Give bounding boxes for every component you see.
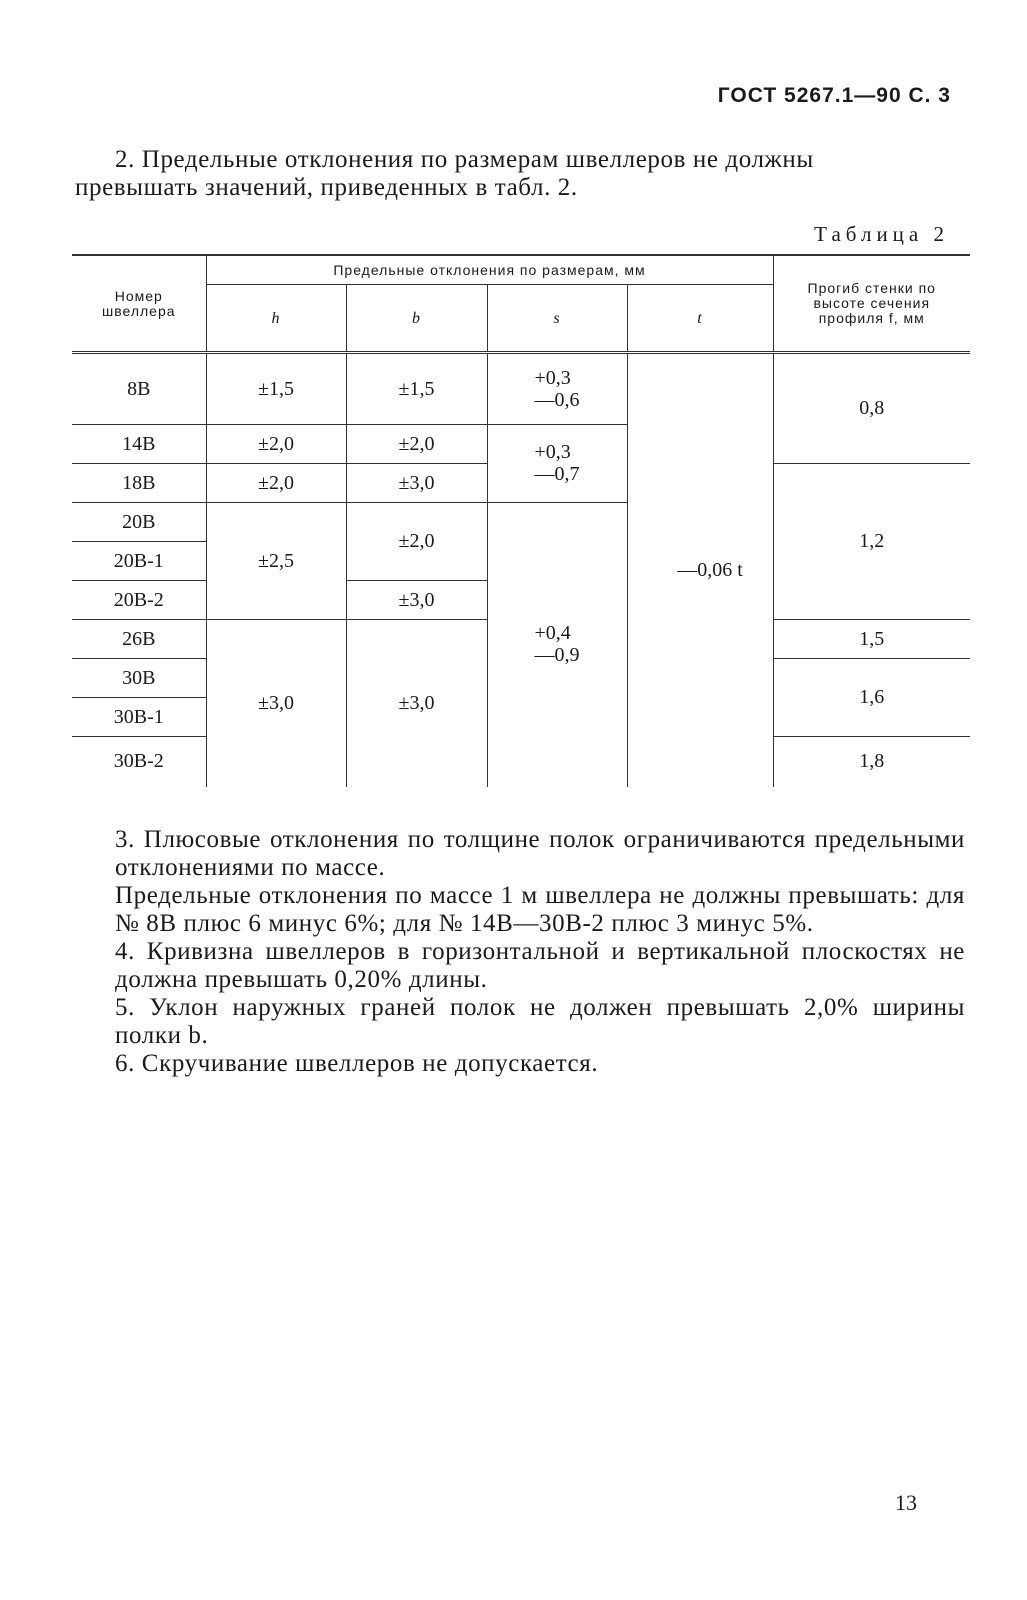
s-minus: —0,9: [534, 644, 580, 667]
table-row-number: 14В: [72, 425, 206, 464]
s-value: [487, 503, 627, 787]
table-row-number: 8В: [72, 353, 206, 425]
bend-value: 1,2: [773, 464, 970, 620]
table-row-number: 30В: [72, 659, 206, 698]
header-number: Номер швеллера: [72, 255, 206, 353]
b-value: ±2,0: [346, 503, 487, 581]
paragraph-2-line-2: превышать значений, приведенных в табл. 2.: [75, 174, 578, 201]
page-number: 13: [895, 1490, 917, 1515]
header-b: b: [346, 285, 487, 353]
bend-value: 1,8: [773, 737, 970, 787]
header-t: t: [627, 285, 773, 353]
header-bend: Прогиб стенки по высоте сечения профиля f, мм: [773, 255, 970, 353]
b-value: ±2,0: [346, 425, 487, 464]
table-row-number: 30В-1: [72, 698, 206, 737]
paragraph-2-line-1: 2. Предельные отклонения по размерам швеллеров не должны: [115, 146, 814, 173]
s-value: [487, 425, 627, 503]
table-row-number: 18В: [72, 464, 206, 503]
header-h: h: [206, 285, 346, 353]
paragraph-4: 4. Кривизна швеллеров в горизонтальной и вертикальной плоскостях не должна превышать 0,20% длины.: [115, 938, 965, 993]
b-value: ±3,0: [346, 620, 487, 787]
s-value: [487, 353, 627, 425]
table-row-number: 20В-2: [72, 581, 206, 620]
s-plus: +0,3: [534, 366, 571, 389]
bend-value: 1,6: [773, 659, 970, 737]
h-value: ±2,0: [206, 464, 346, 503]
h-value: ±2,5: [206, 503, 346, 620]
t-value: —0,06 t: [627, 353, 773, 787]
paragraph-5: 5. Уклон наружных граней полок не должен превышать 2,0% ширины полки b.: [115, 994, 965, 1049]
table-caption: Таблица 2: [814, 222, 949, 246]
paragraph-3-line-2: Предельные отклонения по массе 1 м швеллера не должны превышать: для № 8В плюс 6 минус 6%; для № 14В—30В-2 плюс 3 минус 5%.: [115, 882, 965, 937]
h-value: ±1,5: [206, 353, 346, 425]
bend-value: 0,8: [773, 353, 970, 464]
bend-value: 1,5: [773, 620, 970, 659]
table-row-number: 30В-2: [72, 737, 206, 787]
s-minus: —0,7: [534, 463, 580, 485]
paragraph-3: [75, 826, 965, 1078]
s-plus: +0,3: [534, 441, 571, 463]
table-row-number: 20В: [72, 503, 206, 542]
s-minus: —0,6: [534, 388, 580, 411]
header-group: Предельные отклонения по размерам, мм: [206, 255, 773, 285]
b-value: ±3,0: [346, 581, 487, 620]
table-row-number: 20В-1: [72, 542, 206, 581]
deviations-table: [72, 254, 970, 787]
document-header: ГОСТ 5267.1—90 С. 3: [717, 84, 951, 107]
h-value: ±3,0: [206, 620, 346, 787]
paragraph-6: 6. Скручивание швеллеров не допускается.: [115, 1050, 599, 1077]
h-value: ±2,0: [206, 425, 346, 464]
s-plus: +0,4: [534, 622, 571, 645]
b-value: ±1,5: [346, 353, 487, 425]
paragraph-3-line-1: 3. Плюсовые отклонения по толщине полок ограничиваются предельными отклонениями по массе.: [115, 826, 965, 881]
b-value: ±3,0: [346, 464, 487, 503]
table-row-number: 26В: [72, 620, 206, 659]
paragraph-2: [75, 146, 965, 202]
header-s: s: [487, 285, 627, 353]
